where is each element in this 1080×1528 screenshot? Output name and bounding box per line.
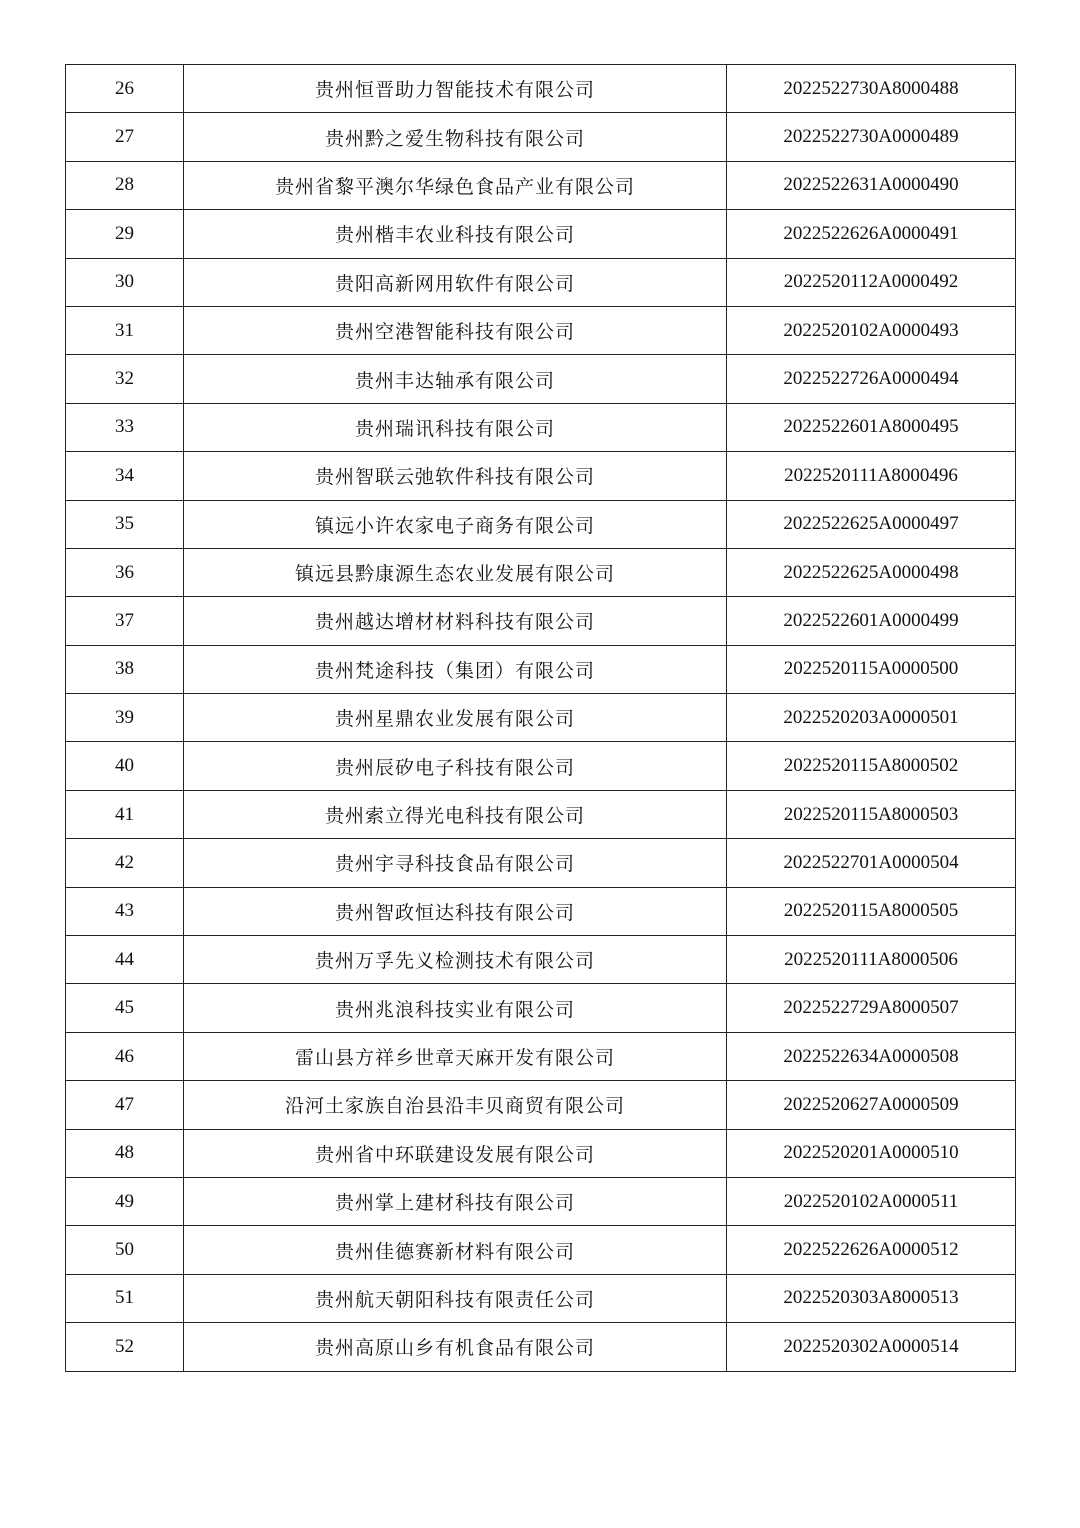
table-row (66, 452, 1016, 500)
registration-code: 2022520112A0000492 (727, 258, 1016, 306)
row-index: 47 (66, 1081, 184, 1129)
row-index: 44 (66, 936, 184, 984)
company-name: 贵州楷丰农业科技有限公司 (184, 210, 727, 258)
table-row (66, 403, 1016, 451)
table-row (66, 1129, 1016, 1177)
row-index: 27 (66, 113, 184, 161)
table-row (66, 1032, 1016, 1080)
company-name: 沿河土家族自治县沿丰贝商贸有限公司 (184, 1081, 727, 1129)
row-index: 49 (66, 1177, 184, 1225)
table-row (66, 355, 1016, 403)
table-row (66, 694, 1016, 742)
table-row (66, 1177, 1016, 1225)
registration-code: 2022520627A0000509 (727, 1081, 1016, 1129)
row-index: 33 (66, 403, 184, 451)
table-row (66, 1226, 1016, 1274)
company-name: 贵州索立得光电科技有限公司 (184, 790, 727, 838)
company-name: 贵州梵途科技（集团）有限公司 (184, 645, 727, 693)
table-row (66, 1323, 1016, 1371)
registration-code: 2022522730A8000488 (727, 65, 1016, 113)
company-name: 贵州省中环联建设发展有限公司 (184, 1129, 727, 1177)
registration-code: 2022522601A0000499 (727, 597, 1016, 645)
row-index: 36 (66, 548, 184, 596)
registration-code: 2022522626A0000491 (727, 210, 1016, 258)
table-row (66, 887, 1016, 935)
row-index: 52 (66, 1323, 184, 1371)
company-name: 贵州智政恒达科技有限公司 (184, 887, 727, 935)
registration-code: 2022522631A0000490 (727, 161, 1016, 209)
table-body (66, 65, 1016, 1372)
registration-code: 2022522634A0000508 (727, 1032, 1016, 1080)
table-row (66, 790, 1016, 838)
row-index: 40 (66, 742, 184, 790)
company-registry-table (65, 64, 1016, 1372)
registration-code: 2022520115A8000503 (727, 790, 1016, 838)
table-row (66, 936, 1016, 984)
registration-code: 2022520102A0000511 (727, 1177, 1016, 1225)
company-name: 贵阳高新网用软件有限公司 (184, 258, 727, 306)
registration-code: 2022520115A8000505 (727, 887, 1016, 935)
row-index: 50 (66, 1226, 184, 1274)
company-name: 贵州星鼎农业发展有限公司 (184, 694, 727, 742)
row-index: 37 (66, 597, 184, 645)
company-name: 贵州空港智能科技有限公司 (184, 306, 727, 354)
row-index: 34 (66, 452, 184, 500)
row-index: 51 (66, 1274, 184, 1322)
company-name: 贵州航天朝阳科技有限责任公司 (184, 1274, 727, 1322)
table-row (66, 597, 1016, 645)
registration-code: 2022520111A8000496 (727, 452, 1016, 500)
company-name: 贵州智联云弛软件科技有限公司 (184, 452, 727, 500)
company-name: 镇远县黔康源生态农业发展有限公司 (184, 548, 727, 596)
table-row (66, 161, 1016, 209)
row-index: 26 (66, 65, 184, 113)
company-name: 贵州高原山乡有机食品有限公司 (184, 1323, 727, 1371)
company-name: 雷山县方祥乡世章天麻开发有限公司 (184, 1032, 727, 1080)
company-name: 贵州越达增材材料科技有限公司 (184, 597, 727, 645)
company-name: 贵州辰矽电子科技有限公司 (184, 742, 727, 790)
row-index: 35 (66, 500, 184, 548)
row-index: 38 (66, 645, 184, 693)
table-row (66, 500, 1016, 548)
row-index: 43 (66, 887, 184, 935)
table-row (66, 548, 1016, 596)
company-name: 贵州万孚先义检测技术有限公司 (184, 936, 727, 984)
registration-code: 2022520201A0000510 (727, 1129, 1016, 1177)
registration-code: 2022520102A0000493 (727, 306, 1016, 354)
registration-code: 2022522726A0000494 (727, 355, 1016, 403)
registration-code: 2022522730A0000489 (727, 113, 1016, 161)
row-index: 32 (66, 355, 184, 403)
table-row (66, 984, 1016, 1032)
table-row (66, 113, 1016, 161)
registration-code: 2022520115A0000500 (727, 645, 1016, 693)
registration-code: 2022520303A8000513 (727, 1274, 1016, 1322)
company-name: 贵州佳德赛新材料有限公司 (184, 1226, 727, 1274)
row-index: 48 (66, 1129, 184, 1177)
row-index: 46 (66, 1032, 184, 1080)
registration-code: 2022522625A0000498 (727, 548, 1016, 596)
registration-code: 2022522601A8000495 (727, 403, 1016, 451)
registration-code: 2022522625A0000497 (727, 500, 1016, 548)
registration-code: 2022522729A8000507 (727, 984, 1016, 1032)
company-name: 贵州兆浪科技实业有限公司 (184, 984, 727, 1032)
row-index: 42 (66, 839, 184, 887)
row-index: 39 (66, 694, 184, 742)
row-index: 30 (66, 258, 184, 306)
table-row (66, 258, 1016, 306)
table-row (66, 1081, 1016, 1129)
row-index: 28 (66, 161, 184, 209)
row-index: 31 (66, 306, 184, 354)
registration-code: 2022522701A0000504 (727, 839, 1016, 887)
row-index: 45 (66, 984, 184, 1032)
registration-code: 2022520203A0000501 (727, 694, 1016, 742)
company-name: 贵州黔之爱生物科技有限公司 (184, 113, 727, 161)
row-index: 29 (66, 210, 184, 258)
company-name: 镇远小许农家电子商务有限公司 (184, 500, 727, 548)
row-index: 41 (66, 790, 184, 838)
table-row (66, 1274, 1016, 1322)
table-row (66, 839, 1016, 887)
company-name: 贵州丰达轴承有限公司 (184, 355, 727, 403)
registration-code: 2022520302A0000514 (727, 1323, 1016, 1371)
company-name: 贵州恒晋助力智能技术有限公司 (184, 65, 727, 113)
company-name: 贵州省黎平澳尔华绿色食品产业有限公司 (184, 161, 727, 209)
registration-code: 2022520111A8000506 (727, 936, 1016, 984)
table-row (66, 210, 1016, 258)
table-row (66, 742, 1016, 790)
company-name: 贵州瑞讯科技有限公司 (184, 403, 727, 451)
company-name: 贵州掌上建材科技有限公司 (184, 1177, 727, 1225)
table-row (66, 645, 1016, 693)
registration-code: 2022522626A0000512 (727, 1226, 1016, 1274)
table-row (66, 306, 1016, 354)
registration-code: 2022520115A8000502 (727, 742, 1016, 790)
table-row (66, 65, 1016, 113)
company-name: 贵州宇寻科技食品有限公司 (184, 839, 727, 887)
